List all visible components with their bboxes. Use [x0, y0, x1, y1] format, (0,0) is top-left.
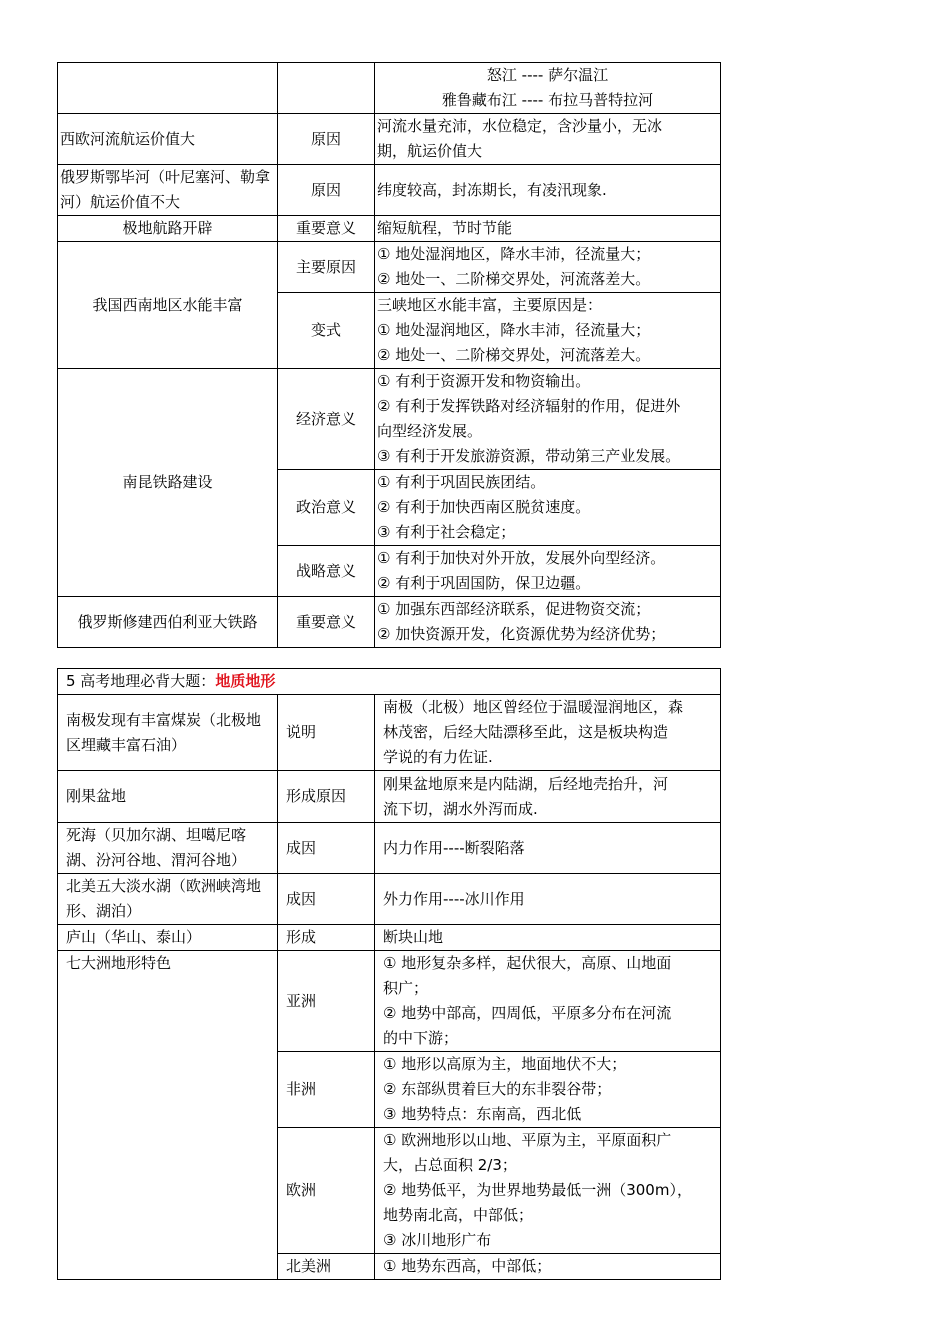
detail-line: 河流水量充沛，水位稳定，含沙量小，无冰	[377, 117, 663, 135]
detail-line: 外力作用----冰川作用	[383, 889, 525, 908]
detail-cell	[375, 1254, 721, 1280]
detail-cell	[375, 293, 721, 369]
topic-cell: 俄罗斯修建西伯利亚大铁路	[58, 597, 278, 648]
detail-cell	[375, 114, 721, 165]
detail-line: ② 有利于发挥铁路对经济辐射的作用，促进外	[377, 397, 681, 415]
detail-line: 向型经济发展。	[377, 422, 483, 440]
detail-line: 学说的有力佐证.	[383, 748, 493, 766]
aspect-cell: 变式	[278, 293, 375, 369]
topic-cell: 北美五大淡水湖（欧洲峡湾地形、湖泊）	[58, 874, 278, 925]
river-pair: 雅鲁藏布江 ---- 布拉马普特拉河	[441, 91, 654, 109]
detail-line: ② 地处一、二阶梯交界处，河流落差大。	[377, 270, 651, 288]
detail-cell	[375, 1128, 721, 1254]
detail-line: 地势南北高，中部低；	[383, 1206, 534, 1224]
detail-line: ② 有利于加快西南区脱贫速度。	[377, 498, 591, 516]
topic-cell: 刚果盆地	[58, 771, 278, 823]
topic-cell: 死海（贝加尔湖、坦噶尼喀湖、汾河谷地、渭河谷地）	[58, 823, 278, 874]
detail-cell	[375, 369, 721, 470]
section-header	[58, 669, 721, 695]
topic-cell: 西欧河流航运价值大	[58, 114, 278, 165]
topic-cell: 极地航路开辟	[58, 216, 278, 242]
detail-line: ① 加强东西部经济联系，促进物资交流；	[377, 600, 651, 618]
detail-line: 期，航运价值大	[377, 142, 483, 160]
detail-cell	[375, 823, 721, 874]
section-header-highlight: 地质地形	[215, 672, 276, 690]
detail-line: 积广；	[383, 979, 429, 997]
topic-cell: 我国西南地区水能丰富	[58, 242, 278, 369]
aspect-cell: 政治意义	[278, 470, 375, 546]
topic-cell: 庐山（华山、泰山）	[58, 925, 278, 951]
river-name-pairs	[375, 63, 721, 114]
aspect-cell: 形成原因	[278, 771, 375, 823]
detail-cell	[375, 925, 721, 951]
topic-cell: 俄罗斯鄂毕河（叶尼塞河、勒拿河）航运价值不大	[58, 165, 278, 216]
aspect-cell: 原因	[278, 114, 375, 165]
detail-line: ② 东部纵贯着巨大的东非裂谷带；	[383, 1080, 612, 1098]
detail-cell	[375, 1052, 721, 1128]
detail-cell	[375, 216, 721, 242]
topic-cell: 南昆铁路建设	[58, 369, 278, 597]
aspect-cell: 重要意义	[278, 597, 375, 648]
detail-line: ② 地处一、二阶梯交界处，河流落差大。	[377, 346, 651, 364]
section-header-prefix: 5 高考地理必背大题：	[66, 672, 216, 690]
detail-cell	[375, 242, 721, 293]
detail-line: 南极（北极）地区曾经位于温暖湿润地区，森	[383, 698, 684, 716]
detail-line: ③ 有利于社会稳定；	[377, 523, 516, 541]
detail-cell	[375, 951, 721, 1052]
aspect-cell: 北美洲	[278, 1254, 375, 1280]
aspect-cell: 形成	[278, 925, 375, 951]
aspect-cell: 亚洲	[278, 951, 375, 1052]
aspect-cell: 主要原因	[278, 242, 375, 293]
detail-line: 的中下游；	[383, 1029, 459, 1047]
detail-cell	[375, 695, 721, 771]
detail-line: 纬度较高，封冻期长，有凌汛现象.	[377, 180, 607, 199]
detail-line: 断块山地	[383, 928, 444, 946]
rivers-railways-table	[57, 62, 721, 648]
detail-line: ① 地处湿润地区，降水丰沛，径流量大；	[377, 321, 651, 339]
detail-line: ① 有利于巩固民族团结。	[377, 473, 546, 491]
detail-line: ② 地势低平，为世界地势最低一洲（300m），	[383, 1181, 692, 1199]
detail-line: 三峡地区水能丰富，主要原因是：	[377, 296, 603, 314]
detail-cell	[375, 771, 721, 823]
detail-line: 缩短航程，节时节能	[377, 219, 513, 237]
detail-line: 大，占总面积 2/3；	[383, 1156, 517, 1174]
detail-line: ① 有利于资源开发和物资输出。	[377, 372, 591, 390]
detail-line: ① 地形复杂多样，起伏很大，高原、山地面	[383, 954, 672, 972]
detail-line: ② 加快资源开发，化资源优势为经济优势；	[377, 625, 666, 643]
detail-line: ① 欧洲地形以山地、平原为主，平原面积广	[383, 1131, 672, 1149]
aspect-cell: 原因	[278, 165, 375, 216]
aspect-cell: 欧洲	[278, 1128, 375, 1254]
aspect-cell: 经济意义	[278, 369, 375, 470]
detail-line: ① 地势东西高，中部低；	[383, 1257, 552, 1275]
empty-cell	[278, 63, 375, 114]
detail-cell	[375, 165, 721, 216]
detail-cell	[375, 874, 721, 925]
detail-line: ② 有利于巩固国防，保卫边疆。	[377, 574, 591, 592]
river-pair: 怒江 ---- 萨尔温江	[486, 66, 609, 84]
detail-line: 内力作用----断裂陷落	[383, 838, 525, 857]
detail-cell	[375, 546, 721, 597]
aspect-cell: 战略意义	[278, 546, 375, 597]
detail-line: ③ 有利于开发旅游资源，带动第三产业发展。	[377, 447, 681, 465]
aspect-cell: 成因	[278, 823, 375, 874]
aspect-cell: 非洲	[278, 1052, 375, 1128]
topic-cell: 七大洲地形特色	[58, 951, 278, 1280]
detail-line: ② 地势中部高，四周低，平原多分布在河流	[383, 1004, 672, 1022]
detail-line: ③ 冰川地形广布	[383, 1231, 492, 1249]
detail-line: 林茂密，后经大陆漂移至此，这是板块构造	[383, 723, 669, 741]
detail-line: ① 有利于加快对外开放，发展外向型经济。	[377, 549, 666, 567]
detail-line: ① 地形以高原为主，地面地伏不大；	[383, 1055, 627, 1073]
empty-cell	[58, 63, 278, 114]
detail-line: ① 地处湿润地区，降水丰沛，径流量大；	[377, 245, 651, 263]
geology-landform-table	[57, 668, 721, 1280]
detail-cell	[375, 597, 721, 648]
detail-line: 刚果盆地原来是内陆湖，后经地壳抬升，河	[383, 774, 669, 793]
detail-cell	[375, 470, 721, 546]
aspect-cell: 说明	[278, 695, 375, 771]
aspect-cell: 重要意义	[278, 216, 375, 242]
topic-cell: 南极发现有丰富煤炭（北极地区埋藏丰富石油）	[58, 695, 278, 771]
detail-line: 流下切，湖水外泻而成.	[383, 799, 538, 818]
detail-line: ③ 地势特点：东南高，西北低	[383, 1105, 582, 1123]
aspect-cell: 成因	[278, 874, 375, 925]
